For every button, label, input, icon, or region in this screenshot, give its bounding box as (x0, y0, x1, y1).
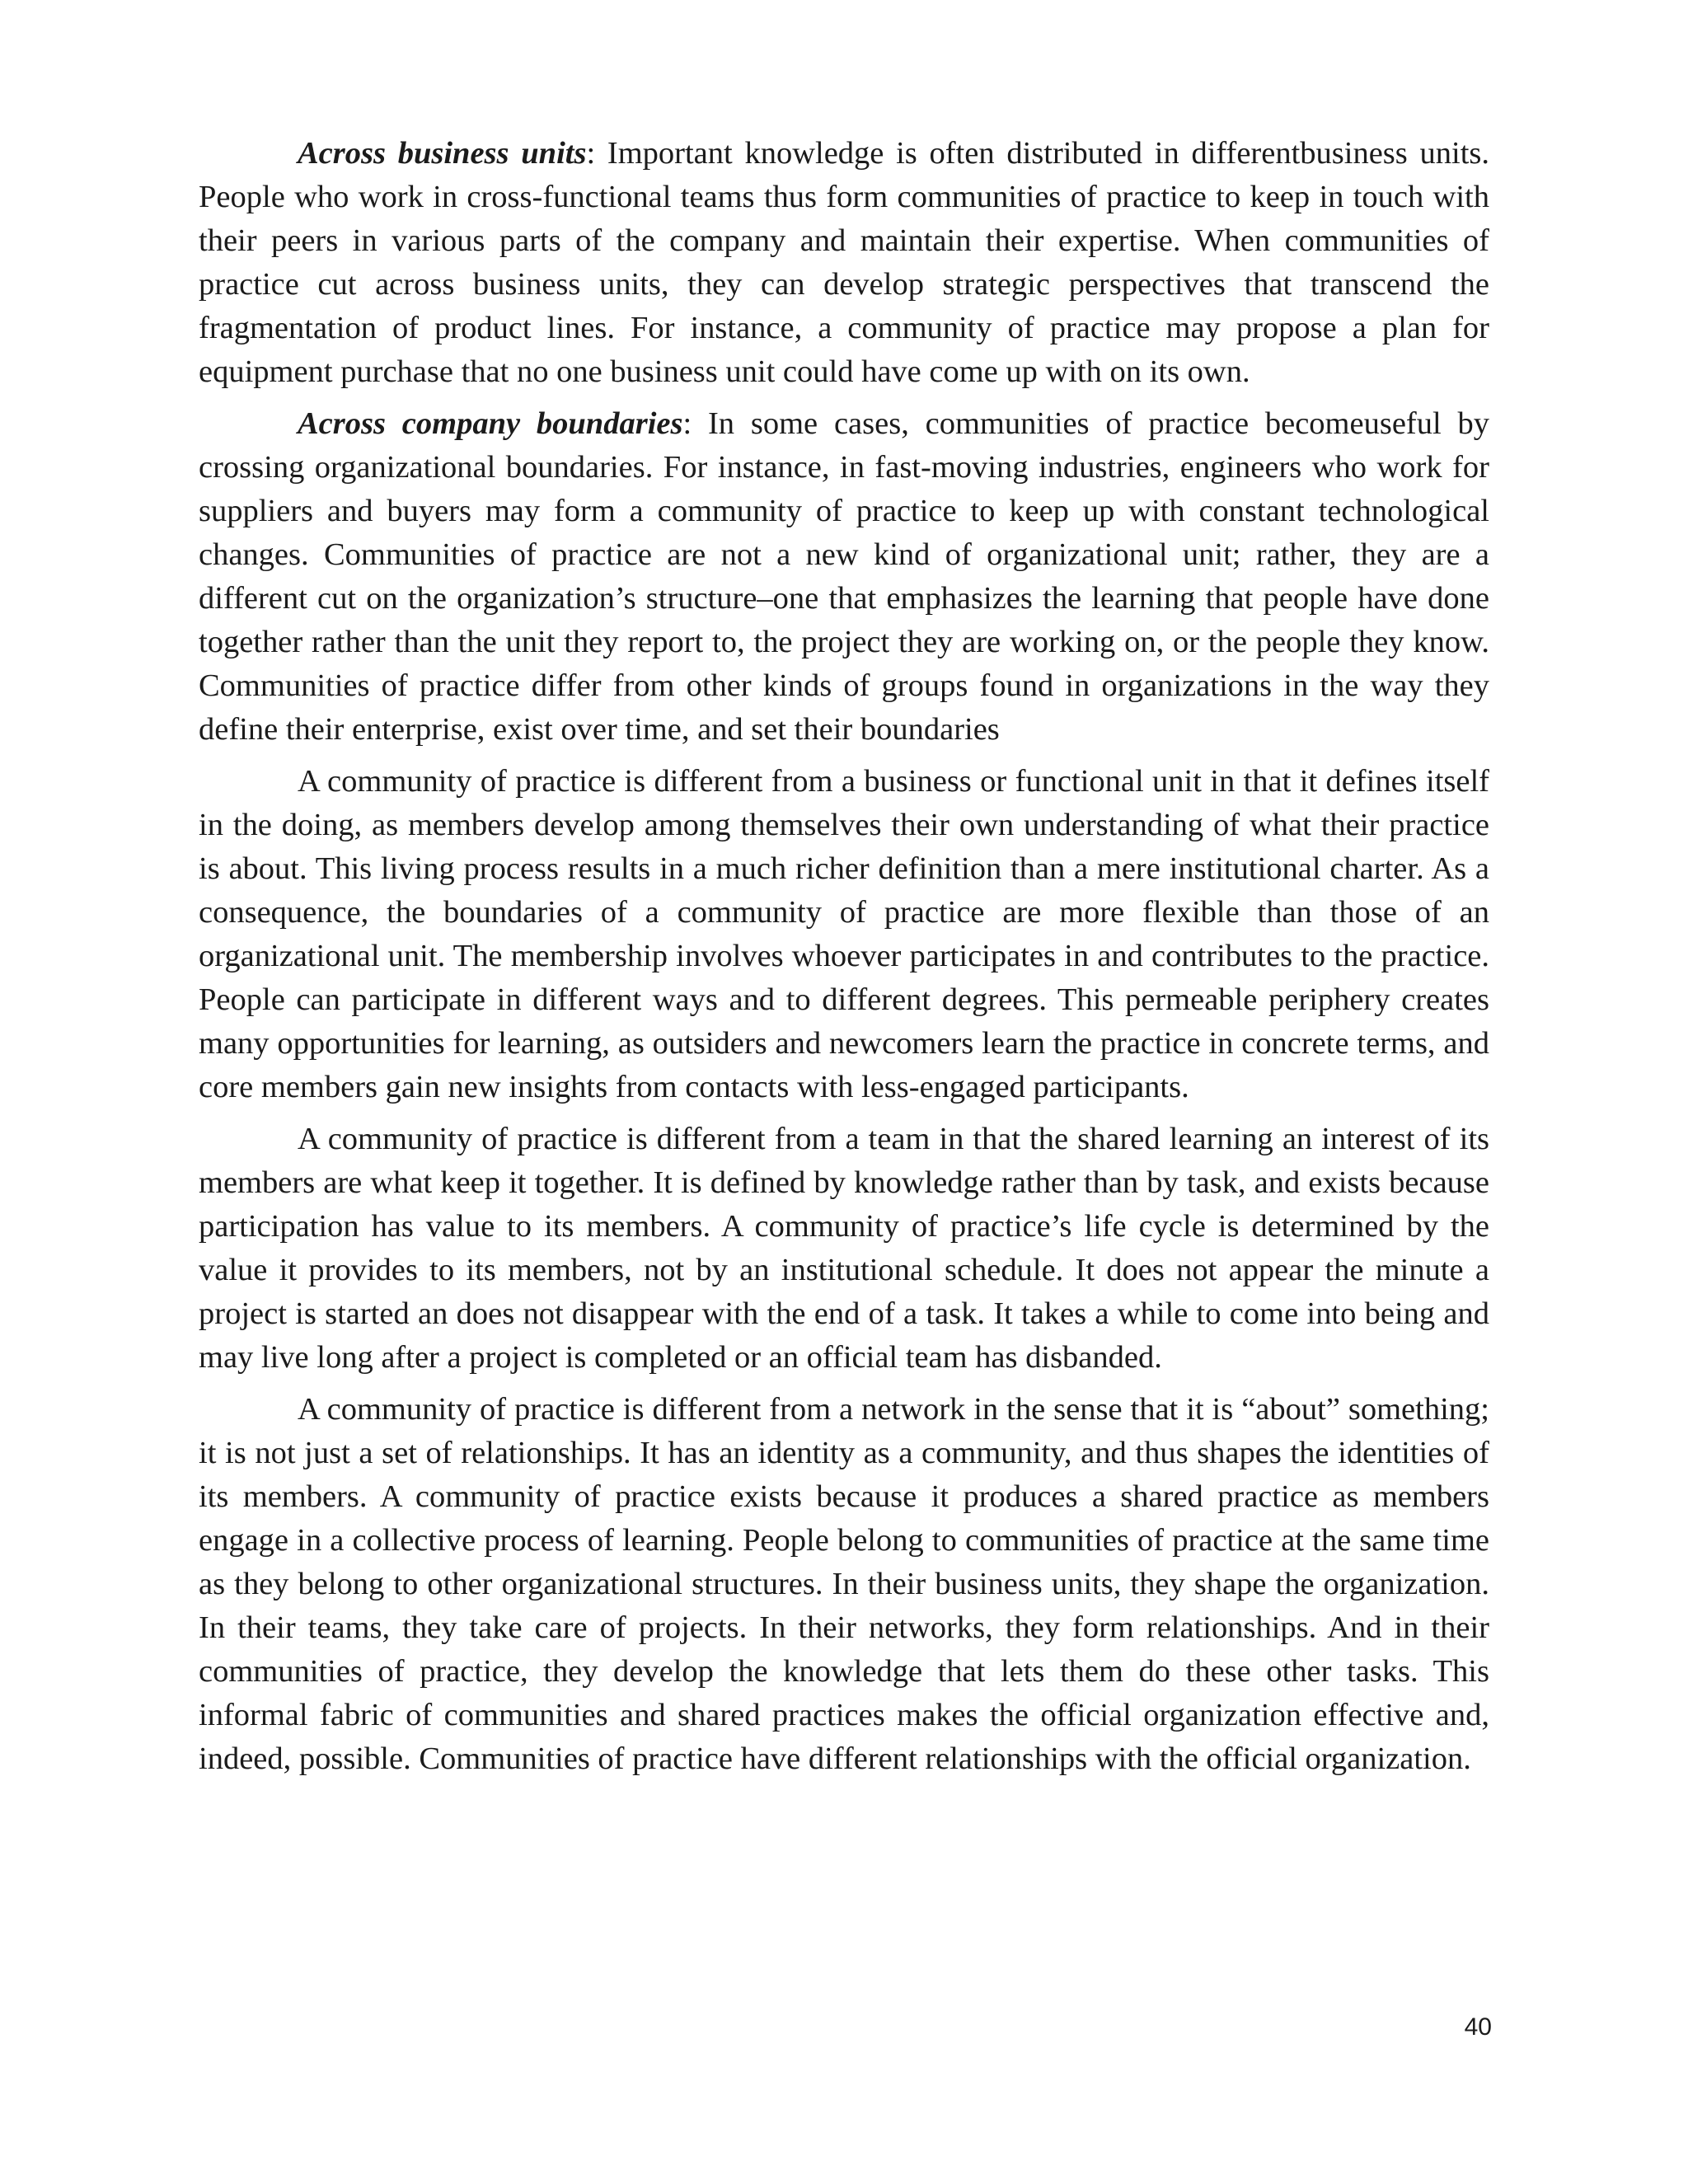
body-text (199, 132, 1489, 1789)
paragraph-across-business-units (199, 132, 1489, 394)
page-number: 40 (1464, 2013, 1492, 2041)
paragraph-text: A community of practice is different from a network in the sense that it is “about” something; it is not just a set of relationships. It has an identity as a community, and thus shapes the identities of its members. A community of practice exists because it produces a shared practice as members engage in a collective process of learning. People belong to communities of practice at the same time as they belong to other organizational structures. In their business units, they shape the organization. In their teams, they take care of projects. In their networks, they form relationships. And in their communities of practice, they develop the knowledge that lets them do these other tasks. This informal fabric of communities and shared practices makes the official organization effective and, indeed, possible. Communities of practice have different relationships with the official organization. (199, 1392, 1489, 1776)
paragraph-text: A community of practice is different from a business or functional unit in that it defines itself in the doing, as members develop among themselves their own understanding of what their practice is about. This living process results in a much richer definition than a mere institutional charter. As a consequence, the boundaries of a community of practice are more flexible than those of an organizational unit. The membership involves whoever participates in and contributes to the practice. People can participate in different ways and to different degrees. This permeable periphery creates many opportunities for learning, as outsiders and newcomers learn the practice in concrete terms, and core members gain new insights from contacts with less-engaged participants. (199, 764, 1489, 1104)
paragraph-lead-heading: Across company boundaries (298, 406, 683, 441)
paragraph-team-comparison (199, 1118, 1489, 1380)
paragraph-text: : Important knowledge is often distributed in differentbusiness units. People who work in cross-functional teams thus form communities of practice to keep in touch with their peers in various parts of the company and maintain their expertise. When communities of practice cut across business units, they can develop strategic perspectives that transcend the fragmentation of product lines. For instance, a community of practice may propose a plan for equipment purchase that no one business unit could have come up with on its own. (199, 136, 1489, 389)
paragraph-across-company-boundaries (199, 402, 1489, 752)
paragraph-business-unit-comparison (199, 760, 1489, 1109)
paragraph-text: A community of practice is different from a team in that the shared learning an interest of its members are what keep it together. It is defined by knowledge rather than by task, and exists because participation has value to its members. A community of practice’s life cycle is determined by the value it provides to its members, not by an institutional schedule. It does not appear the minute a project is started an does not disappear with the end of a task. It takes a while to come into being and may live long after a project is completed or an official team has disbanded. (199, 1122, 1489, 1375)
paragraph-text: : In some cases, communities of practice becomeuseful by crossing organizational boundaries. For instance, in fast-moving industries, engineers who work for suppliers and buyers may form a community of practice to keep up with constant technological changes. Communities of practice are not a new kind of organizational unit; rather, they are a different cut on the organization’s structure–one that emphasizes the learning that people have done together rather than the unit they report to, the project they are working on, or the people they know. Communities of practice differ from other kinds of groups found in organizations in the way they define their enterprise, exist over time, and set their boundaries (199, 406, 1489, 747)
paragraph-lead-heading: Across business units (298, 136, 587, 171)
paragraph-network-comparison (199, 1388, 1489, 1781)
